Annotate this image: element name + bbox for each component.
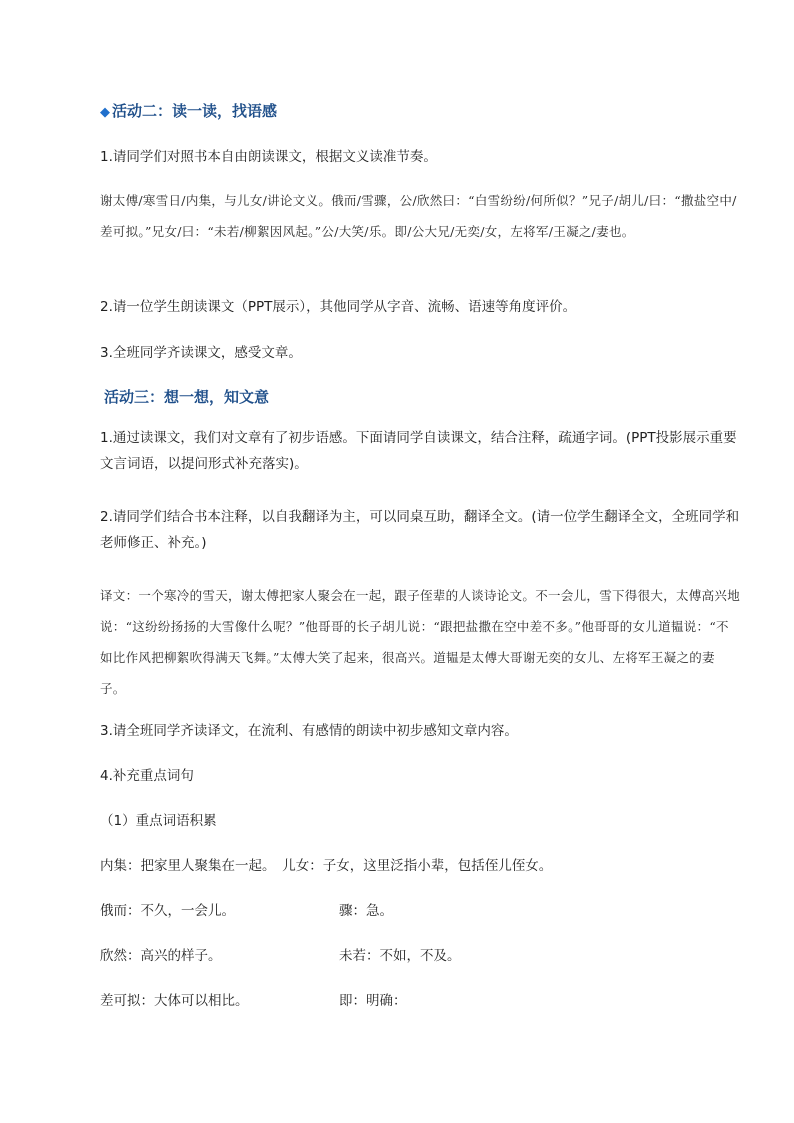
activity2-item3: 3.全班同学齐读课文，感受文章。 <box>100 345 302 361</box>
activity2-title: 活动二：读一读，找语感 <box>112 102 278 120</box>
vocab-neiji: 内集：把家里人聚集在一起。 儿女：子女，这里泛指小辈，包括侄儿侄女。 <box>100 858 553 874</box>
vocab-row-2 <box>100 901 740 921</box>
classical-text-passage: 谢太傅/寒雪日/内集，与儿女/讲论文义。俄而/雪骤，公/欣然曰：“白雪纷纷/何所似？”兄子/胡儿/曰：“撒盐空中/差可拟。”兄女/曰：“未若/柳絮因风起。”公/大笑/乐。即/公大兄/无奕/女，左将军/王凝之/妻也。 <box>100 193 737 239</box>
activity3-heading <box>104 387 744 407</box>
vocab-zhou: 骤：急。 <box>339 903 393 919</box>
translation-passage: 译文：一个寒冷的雪天，谢太傅把家人聚会在一起，跟子侄辈的人谈诗论文。不一会儿，雪下得很大，太傅高兴地说：“这纷纷扬扬的大雪像什么呢？”他哥哥的长子胡儿说：“跟把盐撒在空中差不多。”他哥哥的女儿道韫说：“不如比作风把柳絮吹得满天飞舞。”太傅大笑了起来，很高兴。道韫是太傅大哥谢无奕的女儿、左将军王凝之的妻子。 <box>100 588 741 696</box>
vocab-ji: 即：明确： <box>339 993 407 1009</box>
vocab-row-3 <box>100 946 740 966</box>
vocab-chakeni: 差可拟：大体可以相比。 <box>100 993 249 1009</box>
activity3-item1: 1.通过读课文，我们对文章有了初步语感。下面请同学自读课文，结合注释，疏通字词。(PPT投影展示重要文言词语，以提问形式补充落实)。 <box>100 430 737 472</box>
activity3-title: 活动三：想一想，知文意 <box>104 388 270 406</box>
activity2-item1: 1.请同学们对照书本自由朗读课文，根据文义读准节奏。 <box>100 149 437 165</box>
vocab-row-4 <box>100 991 740 1011</box>
activity2-item2: 2.请一位学生朗读课文（PPT展示），其他同学从字音、流畅、语速等角度评价。 <box>100 299 577 315</box>
activity3-item4: 4.补充重点词句 <box>100 768 194 784</box>
activity2-heading <box>100 101 740 123</box>
activity3-item3: 3.请全班同学齐读译文，在流利、有感情的朗读中初步感知文章内容。 <box>100 723 518 739</box>
vocab-weiruo: 未若：不如，不及。 <box>339 948 461 964</box>
diamond-bullet-icon: ◆ <box>100 105 110 120</box>
vocab-xinran: 欣然：高兴的样子。 <box>100 948 222 964</box>
vocab-eer: 俄而：不久，一会儿。 <box>100 903 235 919</box>
activity3-item2: 2.请同学们结合书本注释，以自我翻译为主，可以同桌互助，翻译全文。(请一位学生翻译全文，全班同学和老师修正、补充。) <box>100 509 740 551</box>
vocab-subheading: （1）重点词语积累 <box>100 813 217 829</box>
vocab-row-1 <box>100 856 740 876</box>
